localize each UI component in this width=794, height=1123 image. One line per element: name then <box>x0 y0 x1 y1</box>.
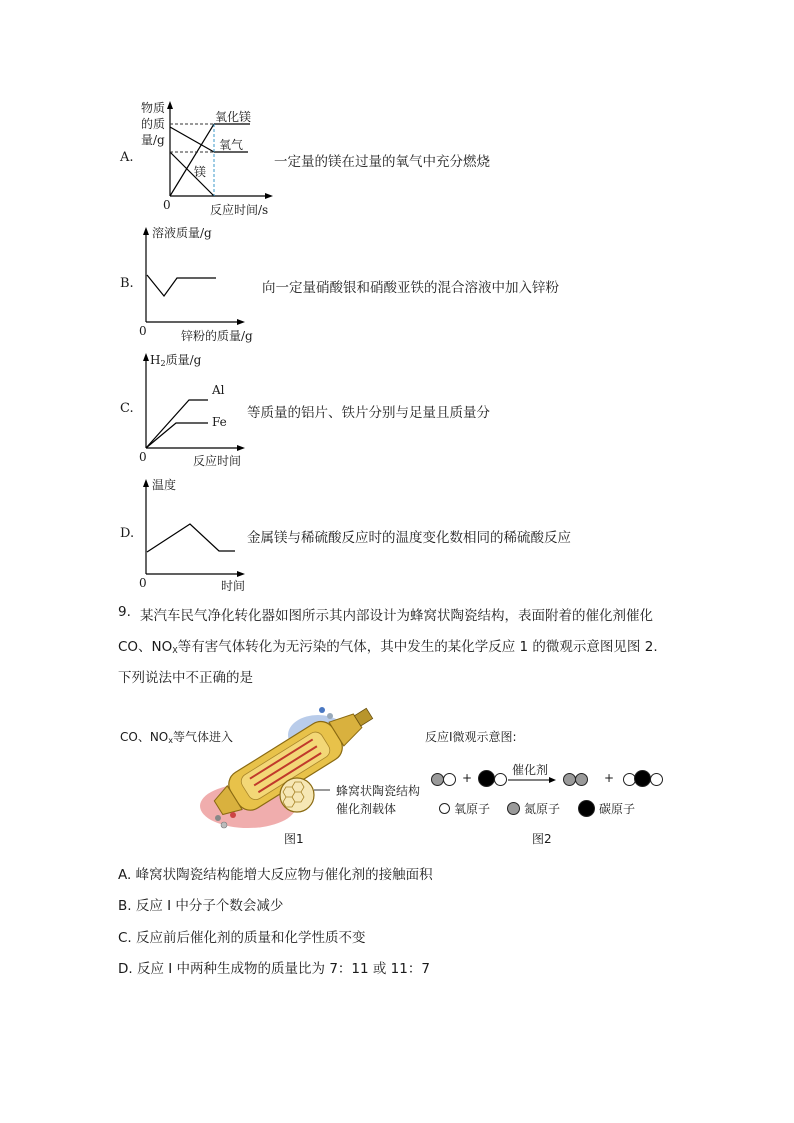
option-b-letter: B. <box>120 276 134 291</box>
option-a-ylabel-line2: 的质 <box>141 117 166 131</box>
figure-2-title: 反应Ⅰ微观示意图: <box>425 730 517 744</box>
plus-sign: + <box>462 771 473 785</box>
choice-b[interactable]: B. 反应 I 中分子个数会减少 <box>118 898 284 914</box>
oxygen-atom <box>650 773 663 786</box>
option-b-ylabel: 溶液质量/g <box>152 226 212 240</box>
option-d-description: 金属镁与稀硫酸反应时的温度变化数相同的稀硫酸反应 <box>247 530 571 546</box>
option-c-ylabel-sub: 2 <box>160 359 166 368</box>
figure-1-gas-suffix: 等气体进入 <box>172 730 233 744</box>
option-c-xlabel: 反应时间 <box>193 454 242 468</box>
figure-1-carrier-line-1: 蜂窝状陶瓷结构 <box>336 784 421 798</box>
plus-sign: + <box>604 771 615 785</box>
option-b-xlabel: 锌粉的质量/g <box>181 329 253 343</box>
choice-a[interactable]: A. 峰窝状陶瓷结构能增大反应物与催化剂的接触面积 <box>118 867 433 883</box>
option-c-description: 等质量的铝片、铁片分别与足量且质量分 <box>247 405 490 421</box>
option-a-letter: A. <box>120 150 134 165</box>
figure-1-carrier-line-2: 催化剂载体 <box>336 802 397 816</box>
option-a-label-mgo: 氧化镁 <box>215 110 252 124</box>
option-b-origin: 0 <box>139 324 147 338</box>
figure-2-caption: 图2 <box>532 832 552 846</box>
option-c-origin: 0 <box>139 450 147 464</box>
nitrogen-atom <box>575 773 588 786</box>
choice-d[interactable]: D. 反应 I 中两种生成物的质量比为 7：11 或 11：7 <box>118 961 430 977</box>
molecule-dot <box>230 812 236 818</box>
option-c-label-fe: Fe <box>212 415 227 429</box>
option-c-ylabel-suffix: 质量/g <box>165 353 202 367</box>
option-a-ylabel-line3: 量/g <box>141 133 165 147</box>
legend-oxygen-label: 氧原子 <box>454 802 491 816</box>
option-b-description: 向一定量硝酸银和硝酸亚铁的混合溶液中加入锌粉 <box>262 280 559 296</box>
option-a-label-o2: 氧气 <box>219 138 244 152</box>
option-c-letter: C. <box>120 401 134 416</box>
option-c-label-al: Al <box>212 383 225 397</box>
option-c-ylabel-h: H <box>150 353 161 367</box>
question-line-2-prefix: CO、NO <box>118 639 173 655</box>
figure-1-gas-sub: x <box>168 736 173 745</box>
option-d-ylabel: 温度 <box>152 478 177 492</box>
question-line-2-suffix: 等有害气体转化为无污染的气体，其中发生的某化学反应 1 的微观示意图见图 2. <box>177 639 658 655</box>
legend-oxygen-icon <box>439 803 450 814</box>
molecule-dot <box>221 822 227 828</box>
question-line-1: 某汽车民气净化转化器如图所示其内部设计为蜂窝状陶瓷结构，表面附着的催化剂催化 <box>140 608 653 624</box>
option-d-origin: 0 <box>139 576 147 590</box>
option-a-ylabel-line1: 物质 <box>141 101 166 115</box>
molecule-dot <box>215 815 221 821</box>
option-a-origin: 0 <box>163 198 171 212</box>
option-d-xlabel: 时间 <box>221 579 246 593</box>
carbon-atom <box>634 770 651 787</box>
choice-c[interactable]: C. 反应前后催化剂的质量和化学性质不变 <box>118 930 366 946</box>
option-a-xlabel: 反应时间/s <box>210 203 269 217</box>
question-line-3: 下列说法中不正确的是 <box>118 670 253 686</box>
question-line-2-sub: X <box>172 646 178 655</box>
figure-1-gas-prefix: CO、NO <box>120 730 169 744</box>
option-d-letter: D. <box>120 526 135 541</box>
option-a-description: 一定量的镁在过量的氧气中充分燃烧 <box>274 154 490 170</box>
question-number: 9. <box>118 604 131 620</box>
legend-nitrogen-label: 氮原子 <box>524 802 561 816</box>
legend-carbon-label: 碳原子 <box>599 802 636 816</box>
figure-1-caption: 图1 <box>284 832 304 846</box>
catalyst-label: 催化剂 <box>512 763 549 777</box>
option-a-label-mg: 镁 <box>194 165 207 179</box>
legend-nitrogen-icon <box>507 802 520 815</box>
legend-carbon-icon <box>578 800 595 817</box>
